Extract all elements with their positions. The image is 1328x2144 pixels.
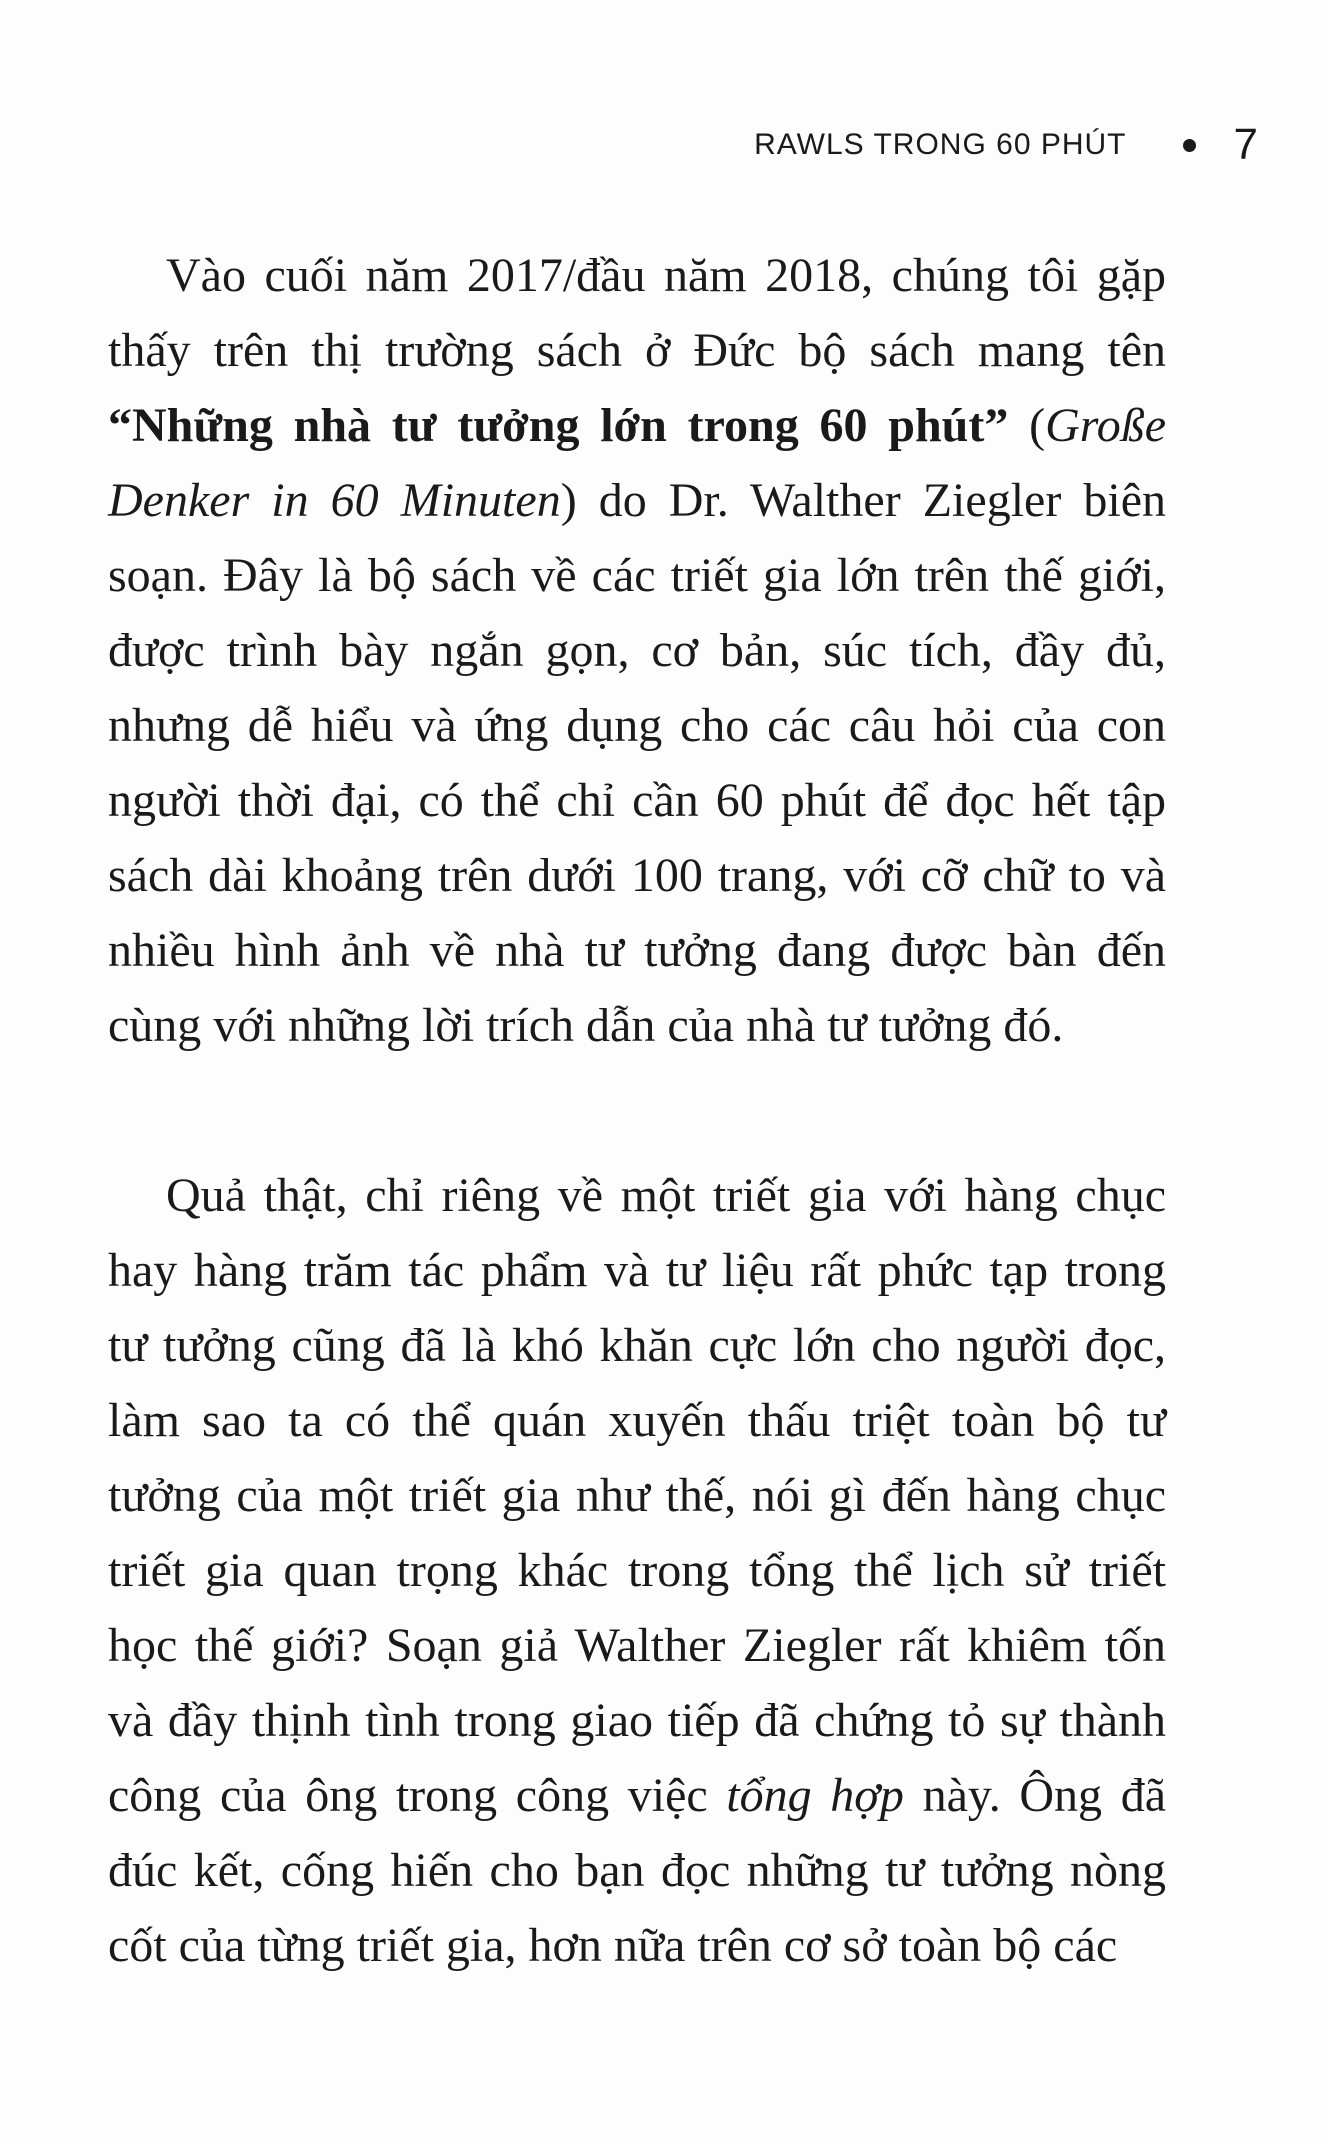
paragraph-2-text	[108, 1158, 1166, 1983]
paragraph-1-intro: Vào cuối năm 2017/đầu năm 2018, chúng tôi gặp thấy trên thị trường sách ở Đức bộ sách mang tên	[108, 249, 1166, 377]
german-series-title: Große Denker in 60 Minuten	[108, 399, 1166, 527]
open-paren: (	[1008, 399, 1046, 452]
paragraph-2-rest: này. Ông đã đúc kết, cống hiến cho bạn đọc những tư tưởng nòng cốt của từng triết gia, hơn nữa trên cơ sở toàn bộ các	[108, 1769, 1166, 1972]
bullet-separator	[1183, 139, 1196, 152]
emphasized-term: tổng hợp	[726, 1769, 904, 1822]
paragraph-2	[108, 1158, 1166, 1983]
running-header	[754, 120, 1258, 170]
paragraph-2-intro: Quả thật, chỉ riêng về một triết gia với hàng chục hay hàng trăm tác phẩm và tư liệu rất phức tạp trong tư tưởng cũng đã là khó khăn cực lớn cho người đọc, làm sao ta có thể quán xuyến thấu triệt toàn bộ tư tưởng của một triết gia như thế, nói gì đến hàng chục triết gia quan trọng khác trong tổng thể lịch sử triết học thế giới? Soạn giả Walther Ziegler rất khiêm tốn và đầy thịnh tình trong giao tiếp đã chứng tỏ sự thành công của ông trong công việc	[108, 1169, 1166, 1822]
running-header-title: RAWLS TRONG 60 PHÚT	[754, 128, 1127, 161]
paragraph-1	[108, 238, 1166, 1063]
page-number: 7	[1233, 120, 1258, 169]
paragraph-1-text	[108, 238, 1166, 1063]
paragraph-1-rest: ) do Dr. Walther Ziegler biên soạn. Đây là bộ sách về các triết gia lớn trên thế giới, được trình bày ngắn gọn, cơ bản, súc tích, đầy đủ, nhưng dễ hiểu và ứng dụng cho các câu hỏi của con người thời đại, có thể chỉ cần 60 phút để đọc hết tập sách dài khoảng trên dưới 100 trang, với cỡ chữ to và nhiều hình ảnh về nhà tư tưởng đang được bàn đến cùng với những lời trích dẫn của nhà tư tưởng đó.	[108, 474, 1166, 1052]
book-series-title: “Những nhà tư tưởng lớn trong 60 phút”	[108, 399, 1009, 452]
